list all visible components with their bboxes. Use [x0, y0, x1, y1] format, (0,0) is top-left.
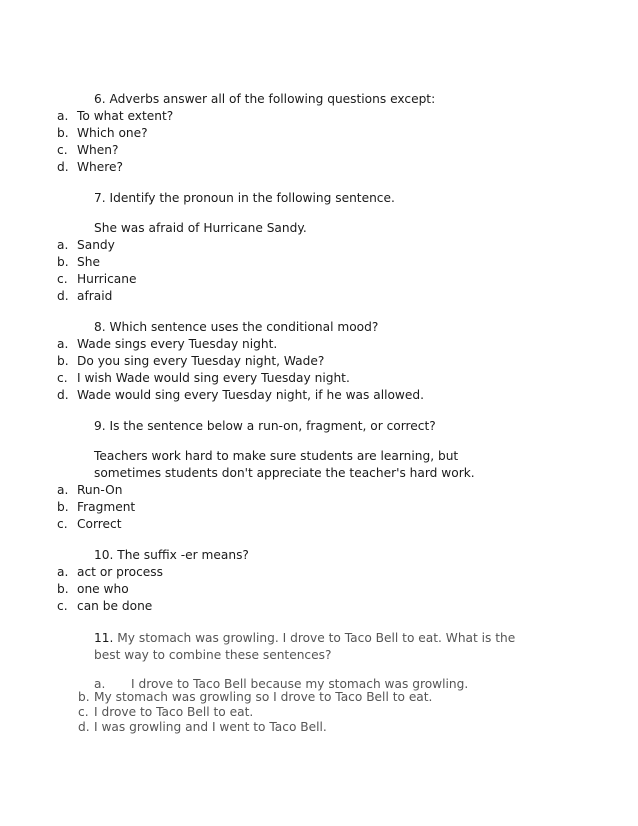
option-text: To what extent? [77, 109, 174, 123]
option-text: afraid [77, 289, 113, 303]
option-text: Run-On [77, 483, 123, 497]
option-marker: b. [57, 354, 69, 368]
option-text: I drove to Taco Bell to eat. [94, 705, 254, 719]
option-marker: c. [57, 517, 68, 531]
question-7-sentence: She was afraid of Hurricane Sandy. [94, 221, 307, 235]
option-marker: b. [57, 126, 69, 140]
option-text: can be done [77, 599, 153, 613]
option-text: I wish Wade would sing every Tuesday night. [77, 371, 350, 385]
question-7-prompt: 7. Identify the pronoun in the following sentence. [94, 191, 395, 205]
option-text: Fragment [77, 500, 136, 514]
option-marker: d. [57, 388, 69, 402]
option-marker: a. [57, 337, 69, 351]
option-text: act or process [77, 565, 163, 579]
question-9-prompt: 9. Is the sentence below a run-on, fragment, or correct? [94, 419, 436, 433]
question-11-prompt-text: My stomach was growling. I drove to Taco Bell to eat. What is the [117, 631, 516, 645]
option-marker: a. [57, 483, 69, 497]
question-9-sentence-line1: Teachers work hard to make sure students are learning, but [94, 449, 459, 463]
question-11-number: 11. [94, 631, 114, 645]
option-text: Hurricane [77, 272, 137, 286]
option-marker: b. [78, 690, 90, 704]
question-11-prompt-line2: best way to combine these sentences? [94, 648, 332, 662]
question-9-sentence-line2: sometimes students don't appreciate the teacher's hard work. [94, 466, 475, 480]
question-6-prompt: 6. Adverbs answer all of the following questions except: [94, 92, 436, 106]
option-text: Correct [77, 517, 122, 531]
option-marker: c. [57, 371, 68, 385]
option-marker: a. [94, 677, 106, 691]
option-marker: c. [78, 705, 89, 719]
option-marker: c. [57, 599, 68, 613]
option-text: Which one? [77, 126, 148, 140]
option-text: Wade sings every Tuesday night. [77, 337, 278, 351]
option-marker: b. [57, 582, 69, 596]
option-text: I was growling and I went to Taco Bell. [94, 720, 327, 734]
question-10-prompt: 10. The suffix -er means? [94, 548, 249, 562]
option-marker: a. [57, 565, 69, 579]
option-text: Sandy [77, 238, 115, 252]
option-text: Where? [77, 160, 123, 174]
option-text: Do you sing every Tuesday night, Wade? [77, 354, 325, 368]
question-11-prompt-line1 [94, 630, 515, 646]
option-marker: b. [57, 500, 69, 514]
question-8-prompt: 8. Which sentence uses the conditional mood? [94, 320, 379, 334]
option-text: My stomach was growling so I drove to Taco Bell to eat. [94, 690, 433, 704]
option-marker: d. [57, 289, 69, 303]
option-text: Wade would sing every Tuesday night, if he was allowed. [77, 388, 425, 402]
option-text: one who [77, 582, 129, 596]
option-marker: c. [57, 143, 68, 157]
option-marker: d. [57, 160, 69, 174]
option-marker: a. [57, 238, 69, 252]
option-text: When? [77, 143, 119, 157]
option-marker: a. [57, 109, 69, 123]
option-text: I drove to Taco Bell because my stomach was growling. [131, 677, 469, 691]
option-text: She [77, 255, 100, 269]
option-marker: b. [57, 255, 69, 269]
option-marker: c. [57, 272, 68, 286]
option-marker: d. [78, 720, 90, 734]
